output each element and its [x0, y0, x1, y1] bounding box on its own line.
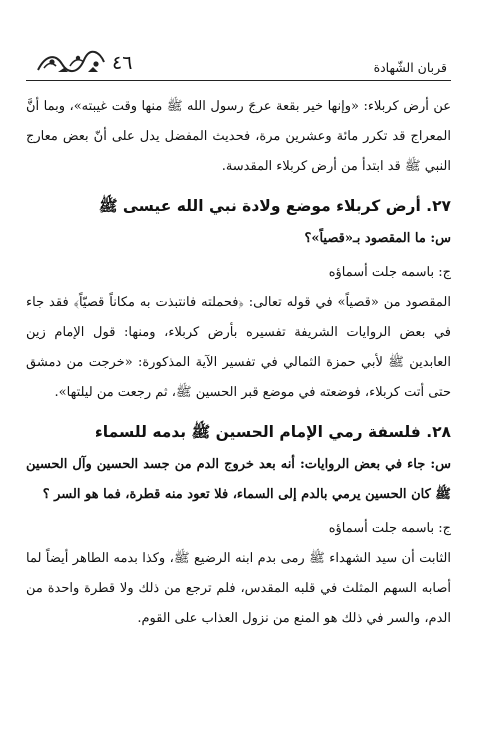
section-27-answer: المقصود من «قصياً» في قوله تعالى: ﴿فحملته فانتبذت به مكاناً قصيّاً﴾ فقد جاء في بعض الروايات الشريفة تفسيره بأرض كربلاء، ومنها: قول الإمام زين العابدين ﷺ لأبي حمزة الثمالي في تفسير الآية المذكورة: «خرجت من دمشق حتى أتت كربلاء، فوضعته في موضع قبر الحسين ﷺ، ثم رجعت من ليلتها».: [26, 295, 451, 400]
running-title: قربان الشّهادة: [373, 60, 447, 75]
section-28-answer-intro: ج: باسمه جلت أسماؤه: [328, 521, 451, 536]
page-header: [26, 46, 451, 81]
section-27-heading: ٢٧. أرض كربلاء موضع ولادة نبي الله عيسى ﷺ: [98, 197, 451, 215]
section-28-heading: ٢٨. فلسفة رمي الإمام الحسين ﷺ بدمه للسماء: [94, 423, 451, 441]
intro-paragraph: عن أرض كربلاء: «وإنها خير بقعة عرجَ رسول الله ﷺ منها وقت غيبته»، وبما أنَّ المعراج قد تكرر مائة وعشرين مرة، فحديث المفضل يدل على أنّ بعض معارج النبي ﷺ قد ابتدأ من أرض كربلاء المقدسة.: [26, 99, 451, 174]
section-28-answer: الثابت أن سيد الشهداء ﷺ رمى بدم ابنه الرضيع ﷺ، وكذا بدمه الطاهر أيضاً لما أصابه السهم المثلث في قلبه المقدس، فلم ترجع من ذلك ولا قطرة واحدة من الدم، والسر في ذلك هو المنع من نزول العذاب على القوم.: [26, 551, 451, 626]
section-27-answer-intro: ج: باسمه جلت أسماؤه: [328, 265, 451, 280]
page-body: [26, 92, 451, 634]
section-27-question: س: ما المقصود بـ«قصياً»؟: [304, 231, 451, 246]
section-28-question: س: جاء في بعض الروايات: أنه بعد خروج الدم من جسد الحسين وآل الحسين ﷺ كان الحسين يرمي بالدم إلى السماء، فلا تعود منه قطرة، فما هو السر ؟: [26, 457, 451, 502]
floral-ornament-icon: [34, 50, 108, 76]
page-number: ٤٦: [112, 52, 133, 74]
